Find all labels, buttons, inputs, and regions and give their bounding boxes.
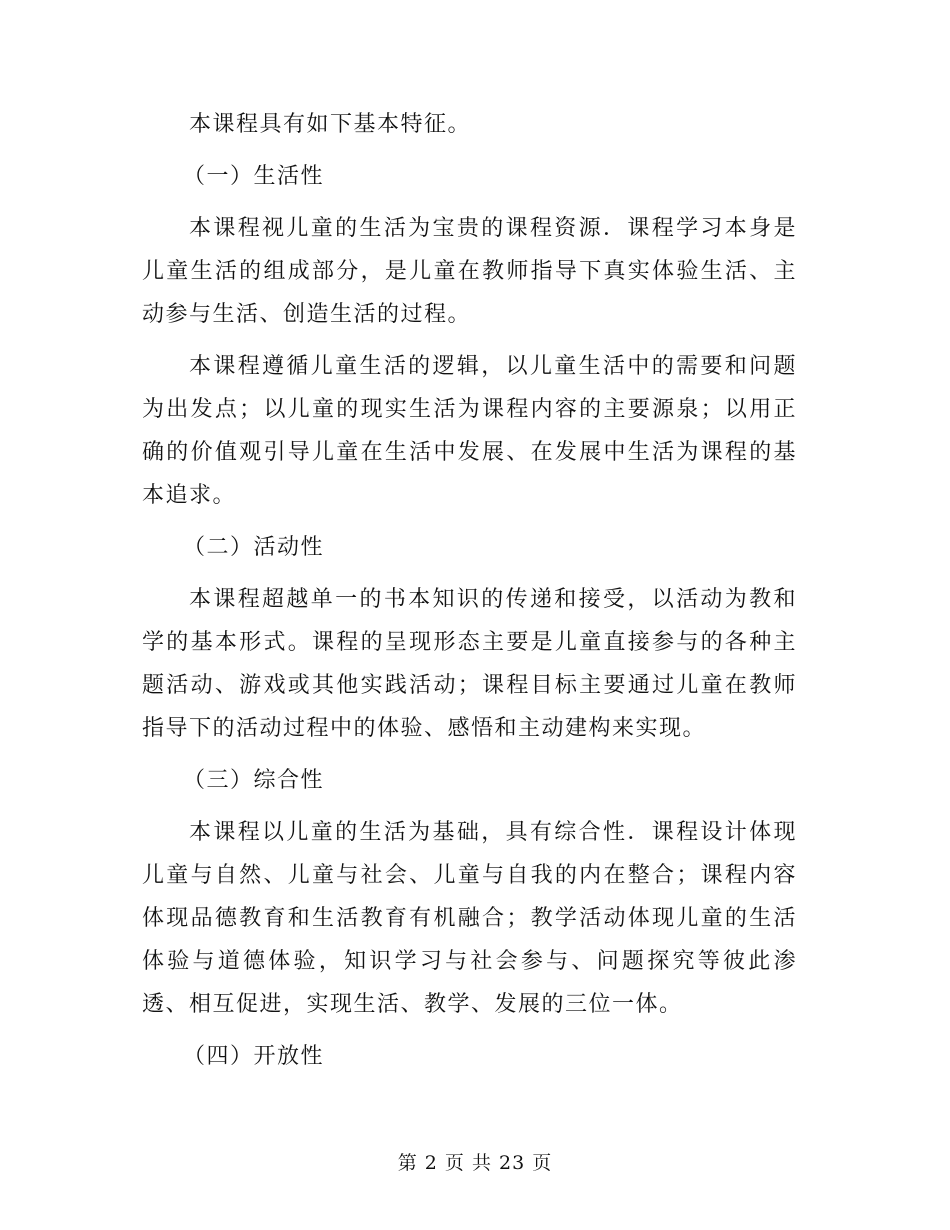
section-heading-integration: （三）综合性 [183, 768, 325, 793]
integration-paragraph: 本课程以儿童的生活为基础，具有综合性．课程设计体现儿童与自然、儿童与社会、儿童与自我的内在整合；课程内容体现品德教育和生活教育有机融合；教学活动体现儿童的生活体验与道德体验，知识学习与社会参与、问题探究等彼此渗透、相互促进，实现生活、教学、发展的三位一体。 [142, 820, 797, 1017]
section-heading-life: （一）生活性 [183, 164, 325, 189]
life-paragraph-1: 本课程视儿童的生活为宝贵的课程资源．课程学习本身是儿童生活的组成部分，是儿童在教师指导下真实体验生活、主动参与生活、创造生活的过程。 [142, 216, 797, 327]
activity-paragraph: 本课程超越单一的书本知识的传递和接受，以活动为教和学的基本形式。课程的呈现形态主要是儿童直接参与的各种主题活动、游戏或其他实践活动；课程目标主要通过儿童在教师指导下的活动过程中的体验、感悟和主动建构来实现。 [142, 587, 797, 741]
intro-paragraph: 本课程具有如下基本特征。 [189, 112, 472, 137]
life-paragraph-2: 本课程遵循儿童生活的逻辑，以儿童生活中的需要和问题为出发点；以儿童的现实生活为课程内容的主要源泉；以用正确的价值观引导儿童在生活中发展、在发展中生活为课程的基本追求。 [142, 354, 797, 508]
section-heading-openness: （四）开放性 [183, 1044, 325, 1069]
page-number-footer: 第 2 页 共 23 页 [397, 1152, 553, 1174]
document-body [142, 103, 797, 1087]
section-heading-activity: （二）活动性 [183, 535, 325, 560]
